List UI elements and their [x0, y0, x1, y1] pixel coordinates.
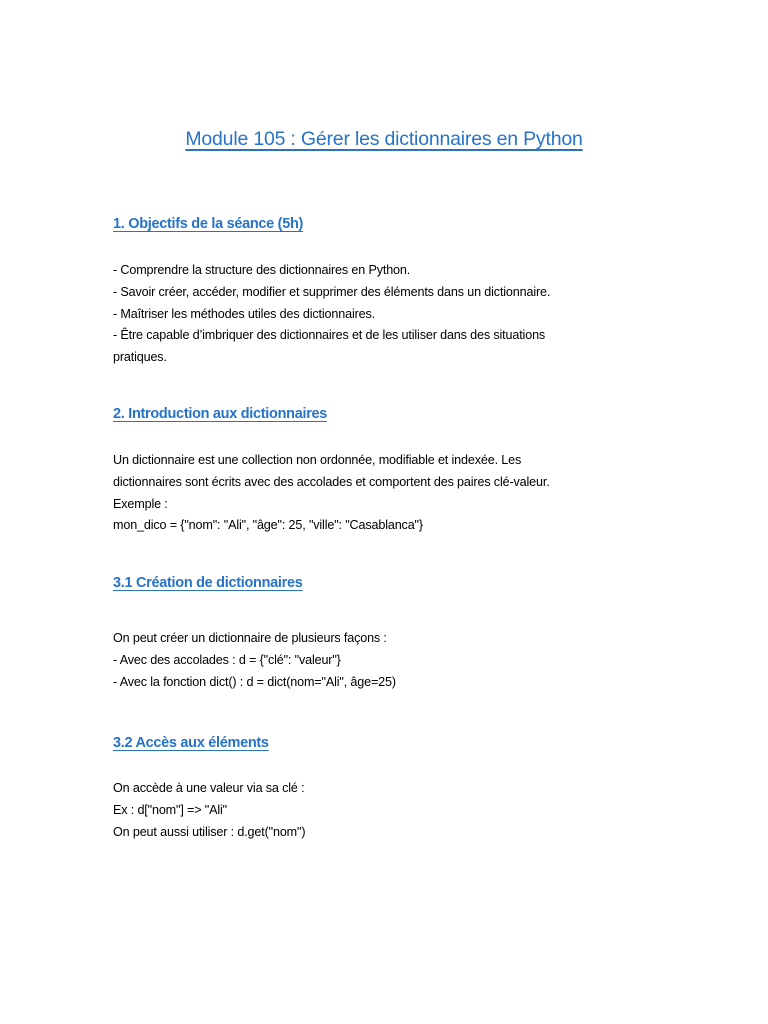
body-line: On peut aussi utiliser : d.get("nom")	[113, 824, 306, 839]
section-body	[113, 260, 673, 369]
document-title: Module 105 : Gérer les dictionnaires en Python	[185, 128, 583, 150]
section-access	[113, 733, 673, 843]
section-creation	[113, 573, 673, 693]
body-line: - Être capable d’imbriquer des dictionnaires et de les utiliser dans des situations	[113, 328, 546, 343]
section-body	[113, 450, 673, 537]
section-body	[113, 778, 673, 843]
body-line: - Savoir créer, accéder, modifier et supprimer des éléments dans un dictionnaire.	[113, 284, 551, 299]
body-line: - Comprendre la structure des dictionnaires en Python.	[113, 263, 411, 277]
body-line: Exemple :	[113, 496, 168, 511]
body-line: pratiques.	[113, 350, 167, 365]
body-line: On peut créer un dictionnaire de plusieurs façons :	[113, 631, 387, 645]
section-body	[113, 628, 673, 693]
section-heading: 3.2 Accès aux éléments	[113, 735, 269, 751]
body-line: Ex : d["nom"] => "Ali"	[113, 802, 227, 817]
body-line: - Avec la fonction dict() : d = dict(nom="Ali", âge=25)	[113, 674, 396, 689]
body-line: mon_dico = {"nom": "Ali", "âge": 25, "ville": "Casablanca"}	[113, 518, 423, 533]
section-heading: 2. Introduction aux dictionnaires	[113, 406, 328, 422]
section-introduction	[113, 404, 673, 537]
section-objectives	[113, 214, 673, 369]
body-line: On accède à une valeur via sa clé :	[113, 781, 305, 795]
body-line: - Avec des accolades : d = {"clé": "valeur"}	[113, 652, 341, 667]
section-heading: 3.1 Création de dictionnaires	[113, 575, 303, 591]
body-line: Un dictionnaire est une collection non ordonnée, modifiable et indexée. Les	[113, 453, 522, 467]
body-line: - Maîtriser les méthodes utiles des dictionnaires.	[113, 306, 375, 321]
section-heading: 1. Objectifs de la séance (5h)	[113, 216, 304, 232]
body-line: dictionnaires sont écrits avec des accolades et comportent des paires clé-valeur.	[113, 474, 550, 489]
